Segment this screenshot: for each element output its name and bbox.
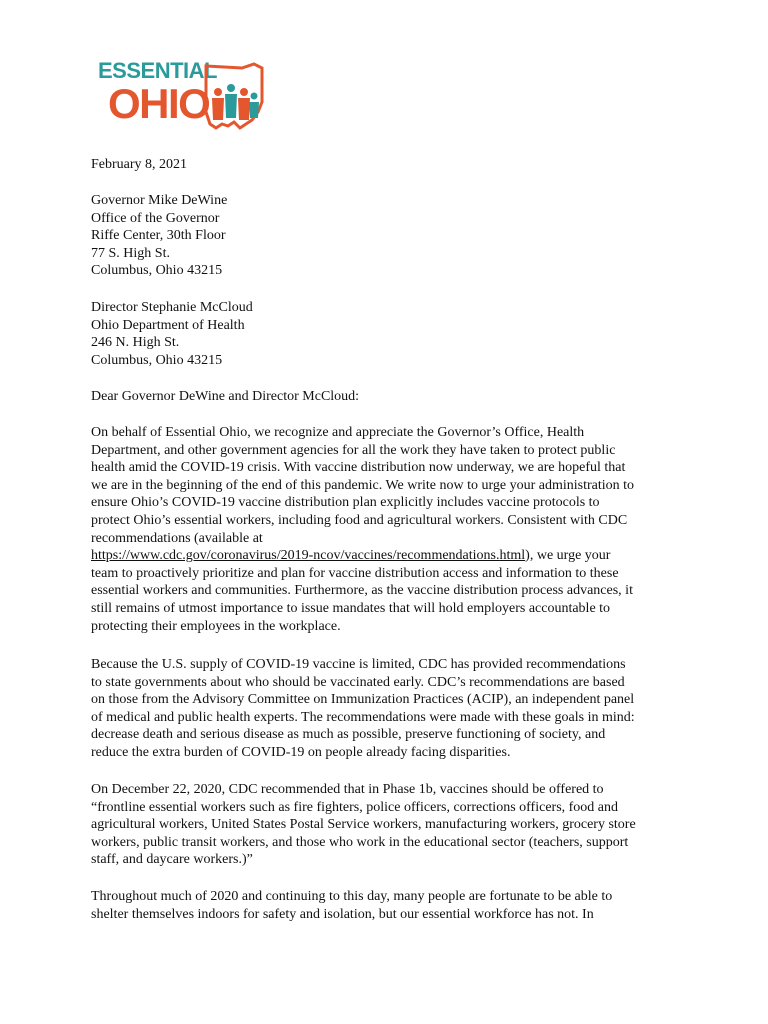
- paragraph-line: agricultural workers, United States Postal Service workers, manufacturing workers, grocery store: [91, 817, 636, 833]
- paragraph-line: health amid the COVID-19 crisis. With vaccine distribution now underway, we are hopeful that: [91, 460, 626, 476]
- paragraph-line: ensure Ohio’s COVID-19 vaccine distribution plan explicitly includes vaccine protocols to: [91, 495, 600, 511]
- paragraph-line: decrease death and serious disease as much as possible, preserve functioning of society, and: [91, 727, 606, 743]
- paragraph-line: On December 22, 2020, CDC recommended that in Phase 1b, vaccines should be offered to: [91, 782, 604, 797]
- letter-date: February 8, 2021: [91, 157, 188, 172]
- paragraph-line: shelter themselves indoors for safety and isolation, but our essential workforce has not. In: [91, 906, 594, 922]
- salutation: Dear Governor DeWine and Director McCloud:: [91, 389, 360, 404]
- paragraph-line: on those from the Advisory Committee on Immunization Practices (ACIP), an independent panel: [91, 692, 635, 708]
- recipient-governor: [91, 192, 691, 280]
- logo-line-2: OHIO: [108, 80, 210, 127]
- paragraph-line: Department, and other government agencies for all the work they have taken to protect public: [91, 442, 616, 458]
- paragraph-1: [91, 424, 691, 635]
- paragraph-line: “frontline essential workers such as fire fighters, police officers, corrections officers, food and: [91, 799, 619, 815]
- logo-line-1: ESSENTIAL: [98, 58, 217, 83]
- paragraph-3: [91, 781, 691, 869]
- ohio-state-outline-icon: [202, 62, 268, 132]
- paragraph-line: we are in the beginning of the end of this pandemic. We write now to urge your administration to: [91, 477, 635, 493]
- paragraph-line: Throughout much of 2020 and continuing to this day, many people are fortunate to be able to: [91, 889, 613, 904]
- cdc-recommendations-link[interactable]: https://www.cdc.gov/coronavirus/2019-ncov/vaccines/recommendations.html: [91, 548, 526, 564]
- paragraph-line: still remains of utmost importance to issue mandates that will hold employers accountable to: [91, 600, 611, 616]
- address-line: Columbus, Ohio 43215: [91, 352, 223, 368]
- paragraph-line: On behalf of Essential Ohio, we recognize and appreciate the Governor’s Office, Health: [91, 425, 585, 440]
- address-line: 246 N. High St.: [91, 335, 180, 351]
- essential-ohio-logo: [94, 56, 272, 138]
- recipient-director: [91, 299, 691, 369]
- address-line: Governor Mike DeWine: [91, 193, 228, 208]
- paragraph-line: reduce the extra burden of COVID-19 on people already facing disparities.: [91, 744, 511, 760]
- paragraph-line: protecting their employees in the workplace.: [91, 618, 341, 634]
- paragraph-line: workers, public transit workers, and those who work in the educational sector (teachers, support: [91, 834, 629, 850]
- link-tail-text: ), we urge your: [525, 548, 611, 564]
- paragraph-line: of medical and public health experts. The recommendations were made with these goals in mind:: [91, 709, 635, 725]
- paragraph-line: Because the U.S. supply of COVID-19 vaccine is limited, CDC has provided recommendations: [91, 657, 626, 672]
- paragraph-2: [91, 656, 691, 762]
- address-line: Director Stephanie McCloud: [91, 300, 253, 315]
- paragraph-line: staff, and daycare workers.)”: [91, 852, 253, 868]
- paragraph-line: recommendations (available at: [91, 530, 263, 546]
- address-line: Ohio Department of Health: [91, 317, 245, 333]
- paragraph-4: [91, 888, 691, 923]
- paragraph-line: essential workers and communities. Furthermore, as the vaccine distribution process advances, it: [91, 583, 633, 599]
- address-line: Office of the Governor: [91, 210, 220, 226]
- address-line: Columbus, Ohio 43215: [91, 263, 223, 279]
- paragraph-line: team to proactively prioritize and plan for vaccine distribution access and information to these: [91, 565, 619, 581]
- address-line: Riffe Center, 30th Floor: [91, 228, 226, 244]
- paragraph-line: to state governments about who should be vaccinated early. CDC’s recommendations are based: [91, 674, 625, 690]
- paragraph-line-with-link: [91, 547, 691, 565]
- paragraph-line: protect Ohio’s essential workers, including food and agricultural workers. Consistent with CDC: [91, 512, 628, 528]
- address-line: 77 S. High St.: [91, 245, 170, 261]
